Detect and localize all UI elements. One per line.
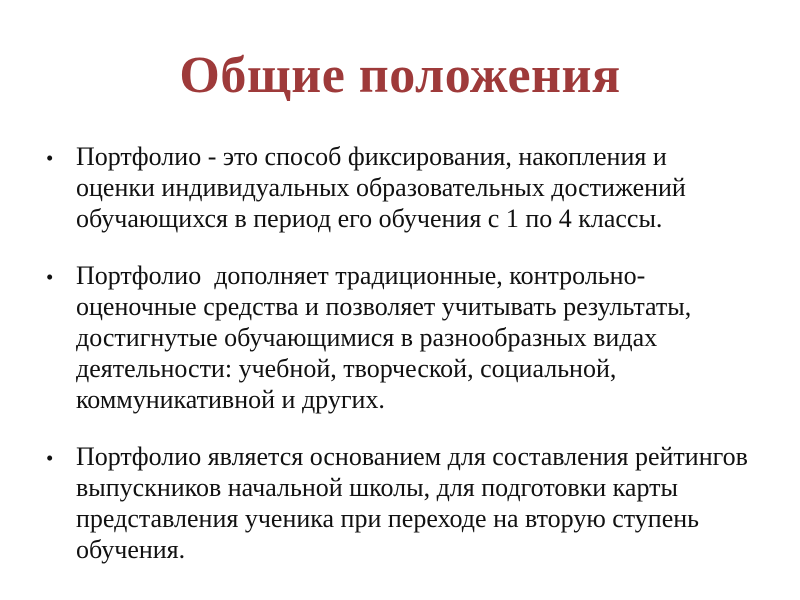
list-item (46, 441, 755, 565)
bullet-text: Портфолио является основанием для составления рейтингов выпускников начальной школы, для подготовки карты представления ученика при переходе на вторую ступень обучения. (76, 442, 755, 564)
bullet-text: Портфолио дополняет традиционные, контрольно-оценочные средства и позволяет учитывать результаты, достигнутые обучающимися в разнообразных видах деятельности: учебной, творческой, социальной, коммуникативной и других. (76, 261, 698, 414)
bullet-icon: • (46, 446, 54, 470)
bullet-list (46, 141, 755, 565)
list-item (46, 260, 748, 415)
bullet-text: Портфолио - это способ фиксирования, накопления и оценки индивидуальных образовательных достижений обучающихся в период его обучения с 1 по 4 классы. (76, 142, 693, 233)
list-item (46, 141, 748, 234)
slide-title: Общие положения (179, 47, 621, 104)
bullet-icon: • (46, 265, 54, 289)
bullet-icon: • (46, 146, 54, 170)
